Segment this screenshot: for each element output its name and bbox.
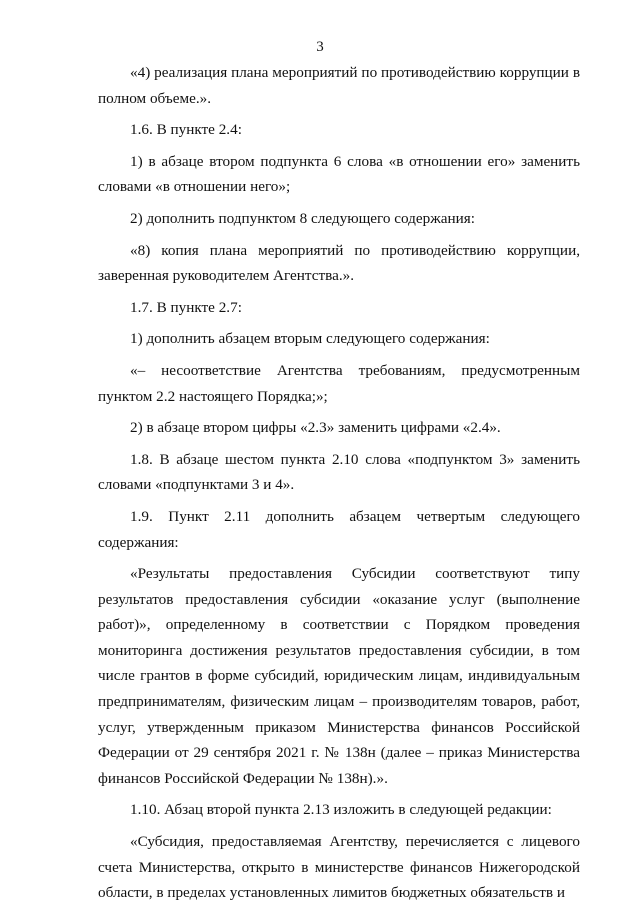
paragraph: «Субсидия, предоставляемая Агентству, перечисляется с лицевого счета Министерства, открыто в министерстве финансов Нижегородской области, в пределах установленных лимитов бюджетных обязательств и (98, 833, 580, 902)
paragraph: «4) реализация плана мероприятий по противодействию коррупции в полном объеме.». (98, 64, 580, 107)
paragraph: 1.7. В пункте 2.7: (130, 298, 242, 316)
paragraph: 1) в абзаце втором подпункта 6 слова «в отношении его» заменить словами «в отношении него»; (98, 152, 580, 196)
page-number: 3 (316, 39, 324, 55)
paragraph: 1.6. В пункте 2.4: (130, 121, 242, 139)
paragraph: «8) копия плана мероприятий по противодействию коррупции, заверенная руководителем Агентства.». (98, 241, 580, 285)
paragraph: 1) дополнить абзацем вторым следующего содержания: (130, 330, 490, 348)
paragraph: 2) дополнить подпунктом 8 следующего содержания: (130, 209, 475, 227)
paragraph: «– несоответствие Агентства требованиям, предусмотренным пунктом 2.2 настоящего Порядка;»; (98, 361, 580, 405)
paragraph: 1.9. Пункт 2.11 дополнить абзацем четвертым следующего содержания: (98, 507, 580, 551)
paragraph: 2) в абзаце втором цифры «2.3» заменить цифрами «2.4». (130, 419, 501, 437)
paragraph: 1.8. В абзаце шестом пункта 2.10 слова «подпунктом 3» заменить словами «подпунктами 3 и 4». (98, 450, 580, 494)
paragraph: «Результаты предоставления Субсидии соответствуют типу результатов предоставления субсидии «оказание услуг (выполнение работ)», определенному в соответствии с Порядком проведения мониторинга достижения результатов предоставления субсидии, в том числе грантов в форме субсидий, юридическим лицам, индивидуальным предпринимателям, физическим лицам – производителям товаров, работ, услуг, утвержденным приказом Министерства финансов Российской Федерации от 29 сентября 2021 г. № 138н (далее – приказ Министерства финансов Российской Федерации № 138н).». (98, 565, 580, 787)
document-body (98, 60, 580, 912)
paragraph: 1.10. Абзац второй пункта 2.13 изложить в следующей редакции: (130, 801, 552, 819)
